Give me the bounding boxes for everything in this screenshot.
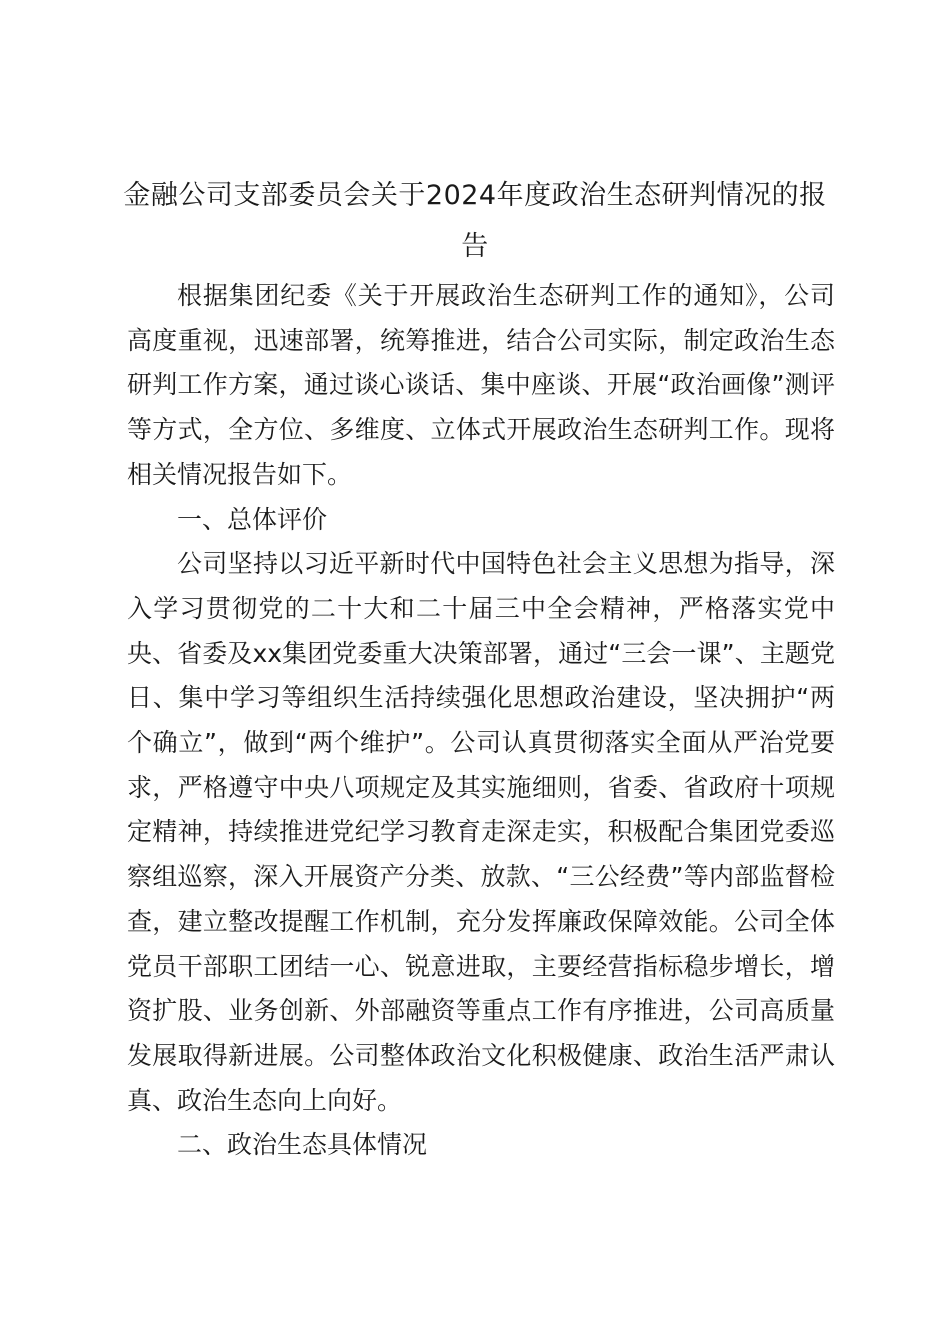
overall-evaluation-paragraph: 公司坚持以习近平新时代中国特色社会主义思想为指导，深入学习贯彻党的二十大和二十届三中全会精神，严格落实党中央、省委及xx集团党委重大决策部署，通过“三会一课”、主题党日、集中学习等组织生活持续强化思想政治建设，坚决拥护“两个确立”，做到“两个维护”。公司认真贯彻落实全面从严治党要求，严格遵守中央八项规定及其实施细则，省委、省政府十项规定精神，持续推进党纪学习教育走深走实，积极配合集团党委巡察组巡察，深入开展资产分类、放款、“三公经费”等内部监督检查，建立整改提醒工作机制，充分发挥廉政保障效能。公司全体党员干部职工团结一心、锐意进取，主要经营指标稳步增长，增资扩股、业务创新、外部融资等重点工作有序推进，公司高质量发展取得新进展。公司整体政治文化积极健康、政治生活严肃认真、政治生态向上向好。 bbox=[127, 549, 835, 1115]
intro-paragraph: 根据集团纪委《关于开展政治生态研判工作的通知》，公司高度重视，迅速部署，统筹推进，结合公司实际，制定政治生态研判工作方案，通过谈心谈话、集中座谈、开展“政治画像”测评等方式，全方位、多维度、立体式开展政治生态研判工作。现将相关情况报告如下。 bbox=[127, 281, 835, 489]
section-heading-specific-situation: 二、政治生态具体情况 bbox=[177, 1130, 428, 1160]
document-title: 金融公司支部委员会关于2024年度政治生态研判情况的报告 bbox=[123, 180, 827, 262]
section-heading-overall-evaluation: 一、总体评价 bbox=[177, 504, 328, 534]
document-body bbox=[127, 274, 835, 1168]
